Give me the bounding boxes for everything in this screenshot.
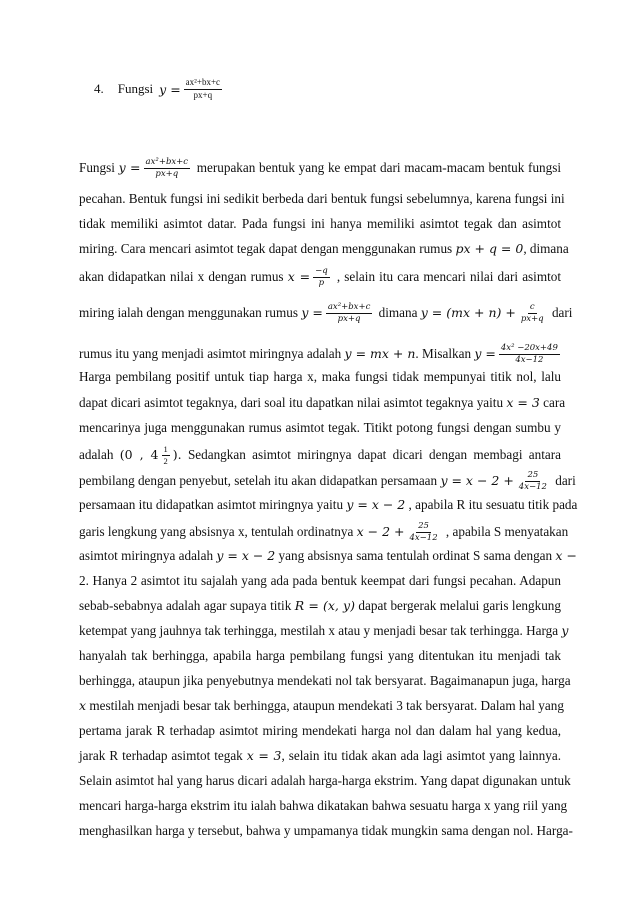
text-line-9 <box>79 395 566 413</box>
eq-numerator: 25 <box>525 471 540 482</box>
text-segment: akan didapatkan nilai x dengan rumus <box>79 268 284 284</box>
text-segment: rumus itu yang menjadi asimtot miringnya adalah <box>79 345 342 361</box>
equation: ). <box>172 446 182 462</box>
equation: y = <box>474 345 496 361</box>
text-line-5 <box>79 266 562 289</box>
text-line-22: pertama jarak R terhadap asimtot miring mendekati harga nol dan dalam hal yang kedua, <box>79 723 561 738</box>
text-line-24: Selain asimtot hal yang harus dicari adalah harga-harga ekstrim. Yang dapat digunakan untuk <box>79 773 571 788</box>
text-segment: yang absisnya sama tentulah ordinat S sama dengan <box>278 548 553 563</box>
heading-fraction <box>184 78 222 101</box>
text-segment: miring. Cara mencari asimtot tegak dapat dengan menggunakan rumus <box>79 241 453 256</box>
equation: x = <box>287 268 311 284</box>
text-segment: dapat bergerak melalui garis lengkung <box>358 598 561 613</box>
heading-fraction-denominator: px+q <box>193 89 213 100</box>
text-segment: dari <box>555 472 576 488</box>
eq-fraction <box>519 303 546 325</box>
text-line-26: menghasilkan harga y tersebut, bahwa y umpamanya tidak mungkin sama dengan nol. Harga- <box>79 823 573 838</box>
eq-denominator: px+q <box>520 314 544 325</box>
eq-denominator: px+q <box>155 169 179 180</box>
text-line-6 <box>79 302 573 325</box>
heading-fraction-numerator: ax²+bx+c <box>184 78 222 90</box>
text-line-16: 2. Hanya 2 asimtot itu sajalah yang ada pada bentuk keempat dari fungsi pecahan. Adapun <box>79 573 561 588</box>
text-line-18 <box>79 623 569 641</box>
eq-lhs: y = <box>118 159 141 175</box>
equation: x − <box>555 548 577 563</box>
text-line-7 <box>79 343 561 366</box>
eq-denominator: 4x−12 <box>409 533 438 544</box>
equation: x <box>79 698 87 713</box>
text-line-15 <box>79 548 577 566</box>
text-segment: , apabila S menyatakan <box>445 523 569 539</box>
text-line-17 <box>79 598 561 616</box>
eq-numerator: c <box>528 303 537 314</box>
equation: x = 3 <box>506 395 540 410</box>
text-segment: adalah <box>79 446 114 462</box>
eq-denominator: px+q <box>337 314 361 325</box>
equation: y = <box>301 304 323 320</box>
equation: px + q = 0 <box>455 241 524 256</box>
eq-numerator: 25 <box>416 522 431 533</box>
heading-lhs: y = <box>159 81 181 97</box>
equation: y = x − 2 + <box>440 472 514 488</box>
text-line-2: pecahan. Bentuk fungsi ini sedikit berbeda dari bentuk fungsi sebelumnya, karena fungsi ini <box>79 191 565 206</box>
text-line-3: tidak memiliki asimtot datar. Pada fungsi ini hanya memiliki asimtot tegak dan asimtot <box>79 216 561 231</box>
equation: y = mx + n <box>344 345 416 361</box>
eq-fraction <box>499 344 560 366</box>
heading-number: 4. <box>94 81 104 97</box>
text-segment: pembilang dengan penyebut, setelah itu akan didapatkan persamaan <box>79 472 438 488</box>
text-segment: persamaan itu didapatkan asimtot miringnya yaitu <box>79 497 344 512</box>
text-line-8: Harga pembilang positif untuk tiap harga x, maka fungsi tidak mempunyai titik nol, lalu <box>79 369 561 384</box>
text-segment: Sedangkan asimtot miringnya dapat dicari dengan membagi antara <box>187 446 562 462</box>
text-line-10: mencarinya juga menggunakan rumus asimtot tegak. Titikt potong fungsi dengan sumbu y <box>79 420 561 435</box>
text-line-20: berhingga, ataupun jika penyebutnya mendekati nol tak bersyarat. Bagaimanapun juga, harga <box>79 673 571 688</box>
equation: x − 2 + <box>356 523 405 539</box>
eq-denominator: 2 <box>163 456 168 467</box>
text-line-25: mencari harga-harga ekstrim itu ialah bahwa dikatakan bahwa sesuatu harga x yang riil yang <box>79 798 568 813</box>
text-segment: , selain itu cara mencari nilai dari asimtot <box>336 268 562 284</box>
equation: y = x − 2 <box>216 548 276 563</box>
text-line-19: hanyalah tak berhingga, apabila harga pembilang fungsi yang ditentukan itu menjadi tak <box>79 648 561 663</box>
text-segment: , dimana <box>523 241 569 256</box>
text-segment: asimtot miringnya adalah <box>79 548 214 563</box>
text-fungsi: Fungsi <box>79 159 115 175</box>
text-segment: jarak R terhadap asimtot tegak <box>79 748 243 763</box>
eq-fraction <box>517 471 549 493</box>
text-rest: merupakan bentuk yang ke empat dari macam-macam bentuk fungsi <box>196 159 562 175</box>
eq-numerator: ax²+bx+c <box>144 158 191 169</box>
text-segment: ketempat yang jauhnya tak terhingga, mestilah x atau y menjadi besar tak terhingga. Harga <box>79 623 559 638</box>
text-line-11 <box>79 444 562 467</box>
equation: y = (mx + n) + <box>420 304 516 320</box>
text-line-1 <box>79 157 562 180</box>
text-segment: , apabila R itu sesuatu titik pada <box>408 497 578 512</box>
eq-numerator: 1 <box>162 445 170 456</box>
text-segment: miring ialah dengan menggunakan rumus <box>79 304 299 320</box>
text-segment: dari <box>551 304 573 320</box>
text-line-14 <box>79 521 569 544</box>
eq-fraction <box>162 445 170 467</box>
text-line-21 <box>79 698 564 716</box>
equation: y <box>561 623 569 638</box>
eq-denominator: 4x−12 <box>518 482 547 493</box>
text-segment: , selain itu tidak akan ada lagi asimtot yang lainnya. <box>281 748 561 763</box>
eq-numerator: ax²+bx+c <box>326 303 373 314</box>
eq-denominator: p <box>318 278 325 289</box>
eq-fraction <box>326 303 373 325</box>
eq-denominator: 4x−12 <box>515 355 544 366</box>
eq-fraction <box>313 267 330 289</box>
eq-fraction <box>407 522 439 544</box>
text-line-12 <box>79 470 576 493</box>
text-segment: dapat dicari asimtot tegaknya, dari soal itu dapatkan nilai asimtot tegaknya yaitu <box>79 395 504 410</box>
section-heading <box>94 78 225 101</box>
eq-fraction <box>144 158 191 180</box>
eq-numerator: 4x² −20x+49 <box>499 344 560 355</box>
text-segment: cara <box>543 395 566 410</box>
text-segment: garis lengkung yang absisnya x, tentulah ordinatnya <box>79 523 354 539</box>
text-line-23 <box>79 748 561 766</box>
heading-label: Fungsi <box>117 81 154 97</box>
text-segment: dimana <box>378 304 418 320</box>
equation: x = 3 <box>246 748 282 763</box>
equation: R = (x, y) <box>294 598 355 613</box>
text-line-13 <box>79 497 578 515</box>
eq-numerator: −q <box>313 267 330 278</box>
equation: y = x − 2 <box>346 497 406 512</box>
text-segment: sebab-sebabnya adalah agar supaya titik <box>79 598 292 613</box>
text-line-4 <box>79 241 569 259</box>
text-segment: . Misalkan <box>415 345 472 361</box>
text-segment: mestilah menjadi besar tak berhingga, ataupun mendekati 3 tak bersyarat. Dalam hal yang <box>89 698 564 713</box>
equation: (0 , 4 <box>119 446 159 462</box>
